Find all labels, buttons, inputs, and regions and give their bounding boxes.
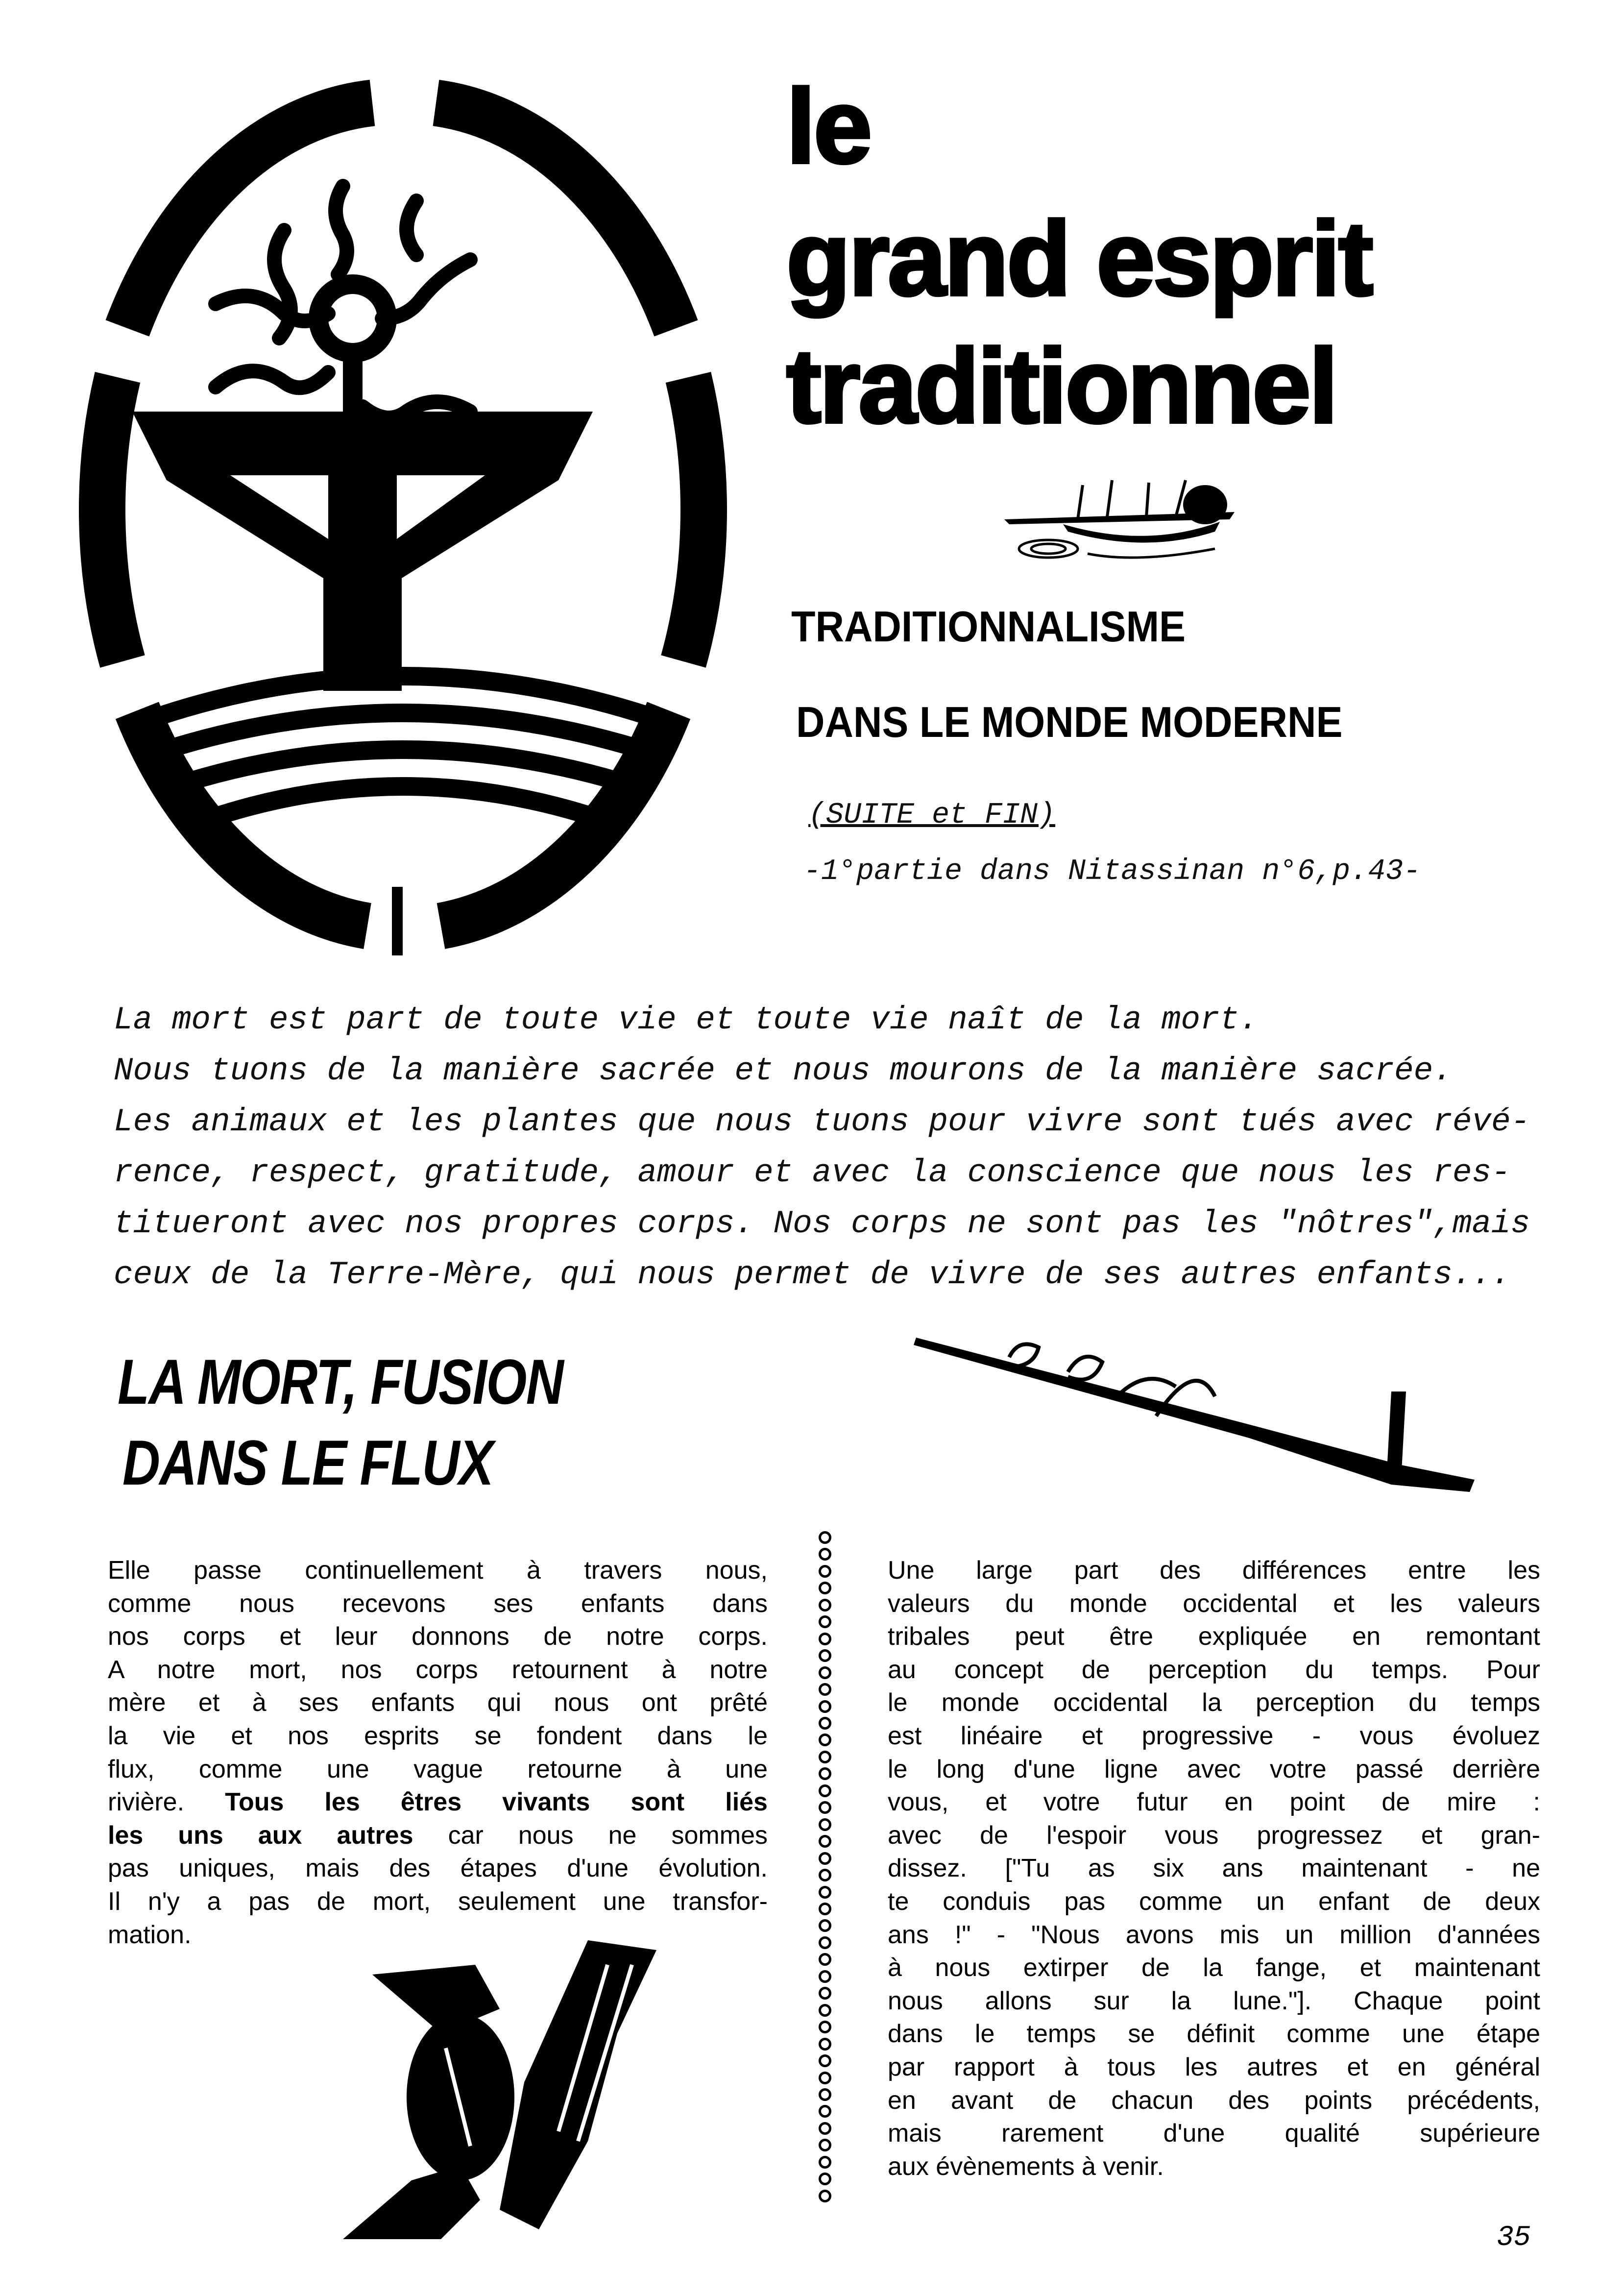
spiral-ornament-icon <box>819 1970 831 1983</box>
text-line: vous, et votre futur en point de mire : <box>888 1788 1540 1817</box>
intro-quote <box>114 995 1530 1300</box>
text-segment: Il n'y a pas de mort, seulement une transfor- <box>108 1887 768 1916</box>
title-line-3: traditionnel <box>786 327 1336 445</box>
spiral-ornament-icon <box>819 1531 831 1544</box>
spiral-ornament-icon <box>819 2105 831 2118</box>
text-line <box>108 1654 768 1687</box>
text-segment: mation. <box>108 1920 192 1949</box>
text-line <box>108 1786 768 1819</box>
text-line: ans !" - "Nous avons mis un million d'années <box>888 1920 1540 1949</box>
bold-text: Tous les êtres vivants sont liés <box>225 1788 768 1817</box>
spiral-ornament-icon <box>819 1733 831 1746</box>
text-line: tribales peut être expliquée en remontant <box>888 1622 1540 1651</box>
spiral-ornament-icon <box>819 1801 831 1814</box>
quote-line: ceux de la Terre-Mère, qui nous permet de vivre de ses autres enfants... <box>114 1256 1511 1293</box>
ceremonial-pipe-illustration <box>911 1318 1479 1504</box>
text-line <box>108 1720 768 1753</box>
text-segment: nos corps et leur donnons de notre corps. <box>108 1622 768 1651</box>
text-line <box>108 1620 768 1654</box>
subtitle-line-2: DANS LE MONDE MODERNE <box>796 698 1343 746</box>
text-line: Une large part des différences entre les <box>888 1556 1540 1585</box>
text-line: est linéaire et progressive - vous évoluez <box>888 1721 1540 1750</box>
spiral-ornament-icon <box>819 1936 831 1949</box>
page-number: 35 <box>1497 2222 1531 2254</box>
eagle-dancer-illustration <box>314 1935 686 2249</box>
spiral-ornament-icon <box>819 1835 831 1848</box>
text-segment: Elle passe continuellement à travers nous, <box>108 1556 768 1585</box>
text-segment: pas uniques, mais des étapes d'une évolution. <box>108 1854 768 1883</box>
spiral-ornament-icon <box>819 2122 831 2135</box>
spiral-ornament-icon <box>819 1700 831 1713</box>
spiral-ornament-icon <box>819 1869 831 1881</box>
spiral-ornament-icon <box>819 2088 831 2101</box>
text-line: te conduis pas comme un enfant de deux <box>888 1887 1540 1916</box>
text-segment: flux, comme une vague retourne à une <box>108 1755 768 1783</box>
left-column-text <box>108 1554 768 1952</box>
text-line: nous allons sur la lune."]. Chaque point <box>888 1986 1540 2015</box>
quote-line: Nous tuons de la manière sacrée et nous mourons de la manière sacrée. <box>114 1052 1453 1089</box>
text-line: par rapport à tous les autres et en général <box>888 2052 1540 2081</box>
subtitle-line-1: TRADITIONNALISME <box>791 602 1186 651</box>
spiral-ornament-icon <box>819 1751 831 1763</box>
spiral-ornament-icon <box>819 2038 831 2051</box>
text-segment: A notre mort, nos corps retournent à notre <box>108 1655 768 1684</box>
spiral-ornament-icon <box>819 1548 831 1561</box>
spiral-ornament-icon <box>819 1649 831 1662</box>
spiral-ornament-icon <box>819 2139 831 2151</box>
spiral-ornament-icon <box>819 1903 831 1915</box>
part-reference: -1°partie dans Nitassinan n°6,p.43- <box>803 855 1421 888</box>
spiral-ornament-icon <box>819 1683 831 1696</box>
text-line: à nous extirper de la fange, et maintenant <box>888 1953 1540 1982</box>
spiral-ornament-icon <box>819 2190 831 2202</box>
spiral-ornament-icon <box>819 1886 831 1899</box>
spiral-ornament-icon <box>819 2156 831 2169</box>
spiral-ornament-icon <box>819 1599 831 1611</box>
text-line: le monde occidental la perception du temps <box>888 1688 1540 1717</box>
quote-line: Les animaux et les plantes que nous tuons pour vivre sont tués avec révé- <box>114 1103 1530 1140</box>
quote-line: rence, respect, gratitude, amour et avec la conscience que nous les res- <box>114 1154 1511 1191</box>
text-segment: la vie et nos esprits se fondent dans le <box>108 1721 768 1750</box>
spiral-ornament-icon <box>819 1784 831 1797</box>
text-line <box>108 1753 768 1786</box>
text-line: dissez. ["Tu as six ans maintenant - ne <box>888 1854 1540 1883</box>
text-segment: car nous ne sommes <box>413 1821 768 1850</box>
spiral-ornament-icon <box>819 2004 831 2017</box>
section-heading-line-2: DANS LE FLUX <box>122 1427 493 1498</box>
spiral-ornament-icon <box>819 1919 831 1932</box>
ornamental-divider <box>817 1531 834 2202</box>
spiral-ornament-icon <box>819 2021 831 2033</box>
text-line <box>108 1852 768 1885</box>
text-line: valeurs du monde occidental et les valeurs <box>888 1589 1540 1618</box>
text-line: dans le temps se définit comme une étape <box>888 2020 1540 2049</box>
text-line: en avant de chacun des points précédents, <box>888 2086 1540 2115</box>
section-heading-line-1: LA MORT, FUSION <box>118 1346 563 1417</box>
text-line: avec de l'espoir vous progressez et gran- <box>888 1821 1540 1850</box>
spiral-ornament-icon <box>819 1633 831 1645</box>
text-segment: mère et à ses enfants qui nous ont prêté <box>108 1688 768 1717</box>
text-line <box>108 1686 768 1720</box>
spiral-ornament-icon <box>819 1615 831 1628</box>
right-column-text <box>888 1554 1540 2183</box>
continuation-note: (SUITE et FIN) <box>808 799 1056 832</box>
spiral-ornament-icon <box>819 1953 831 1966</box>
spiral-ornament-icon <box>819 1818 831 1831</box>
text-line <box>108 1885 768 1919</box>
spiral-ornament-icon <box>819 1767 831 1780</box>
text-line: mais rarement d'une qualité supérieure <box>888 2119 1540 2148</box>
text-line <box>108 1819 768 1853</box>
title-line-1: le <box>786 67 871 185</box>
spiral-ornament-icon <box>819 1582 831 1594</box>
spiral-ornament-icon <box>819 1987 831 2000</box>
spiral-ornament-icon <box>819 1717 831 1730</box>
canoe-illustration <box>999 470 1244 578</box>
spiral-ornament-icon <box>819 1565 831 1578</box>
title-line-2: grand esprit <box>786 199 1372 317</box>
spiral-ornament-icon <box>819 2054 831 2067</box>
text-line: le long d'une ligne avec votre passé derrière <box>888 1755 1540 1783</box>
text-segment: comme nous recevons ses enfants dans <box>108 1589 768 1618</box>
spiral-ornament-icon <box>819 1852 831 1865</box>
text-line <box>108 1554 768 1587</box>
text-line: au concept de perception du temps. Pour <box>888 1655 1540 1684</box>
bold-text: les uns aux autres <box>108 1821 413 1850</box>
quote-line: titueront avec nos propres corps. Nos corps ne sont pas les "nôtres",mais <box>114 1205 1530 1242</box>
text-line <box>108 1587 768 1621</box>
text-segment: rivière. <box>108 1788 225 1817</box>
quote-line: La mort est part de toute vie et toute vie naît de la mort. <box>114 1001 1259 1038</box>
spiral-ornament-icon <box>819 2173 831 2185</box>
text-line: aux évènements à venir. <box>888 2152 1164 2181</box>
spirit-emblem-illustration <box>69 73 740 955</box>
spiral-ornament-icon <box>819 2072 831 2084</box>
spiral-ornament-icon <box>819 1666 831 1679</box>
